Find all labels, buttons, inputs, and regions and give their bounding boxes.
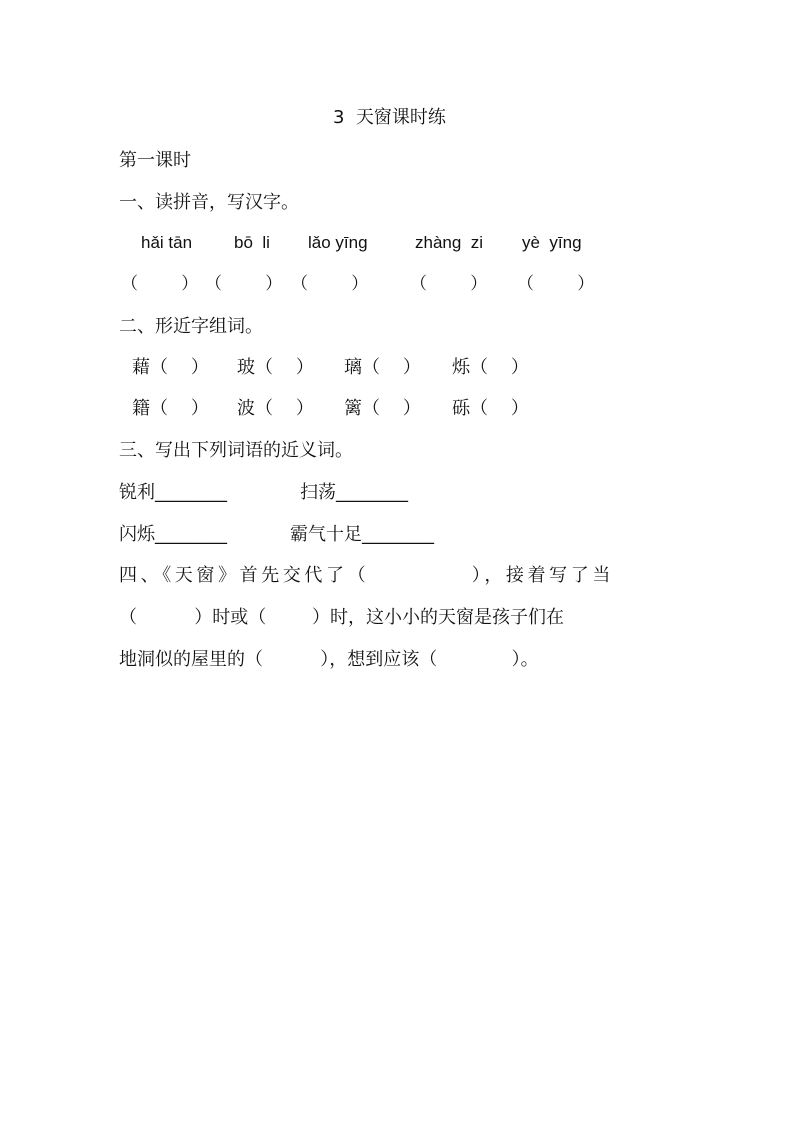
pinyin-item: hǎi tān: [141, 233, 193, 252]
section1-heading: 一、读拼音，写汉字。: [119, 192, 299, 213]
section4-line: 地洞似的屋里的（ ），想到应该（ ）。: [119, 649, 539, 670]
synonym-item[interactable]: 锐利________: [119, 482, 227, 503]
lesson-label: 第一课时: [119, 150, 191, 171]
section3-heading: 三、写出下列词语的近义词。: [119, 440, 353, 461]
word-group-item[interactable]: 烁（ ）: [452, 357, 529, 378]
section2-heading: 二、形近字组词。: [119, 316, 263, 337]
word-group-item[interactable]: 玻（ ）: [237, 357, 314, 378]
pinyin-item: lǎo yīng: [308, 233, 368, 252]
word-group-item[interactable]: 波（ ）: [237, 398, 314, 419]
word-group-item[interactable]: 籍（ ）: [132, 398, 209, 419]
word-group-item[interactable]: 璃（ ）: [344, 357, 421, 378]
answer-blank[interactable]: （ ）: [121, 274, 199, 294]
pinyin-item: bō li: [234, 233, 270, 252]
page-title: 3 天窗课时练: [333, 107, 446, 128]
synonym-item[interactable]: 霸气十足________: [290, 524, 434, 545]
section4-line: （ ）时或（ ）时，这小小的天窗是孩子们在: [119, 607, 564, 628]
synonym-item[interactable]: 扫荡________: [300, 482, 408, 503]
pinyin-item: zhàng zi: [415, 233, 484, 252]
answer-blank[interactable]: （ ）: [410, 274, 488, 294]
answer-blank[interactable]: （ ）: [291, 274, 369, 294]
answer-blank[interactable]: （ ）: [205, 274, 283, 294]
answer-blank[interactable]: （ ）: [517, 274, 595, 294]
synonym-item[interactable]: 闪烁________: [119, 524, 227, 545]
word-group-item[interactable]: 砾（ ）: [452, 398, 529, 419]
pinyin-item: yè yīng: [522, 233, 582, 252]
section4-line: 四、《天窗》首先交代了（ ），接着写了当: [119, 565, 614, 586]
word-group-item[interactable]: 篱（ ）: [344, 398, 421, 419]
word-group-item[interactable]: 藉（ ）: [132, 357, 209, 378]
